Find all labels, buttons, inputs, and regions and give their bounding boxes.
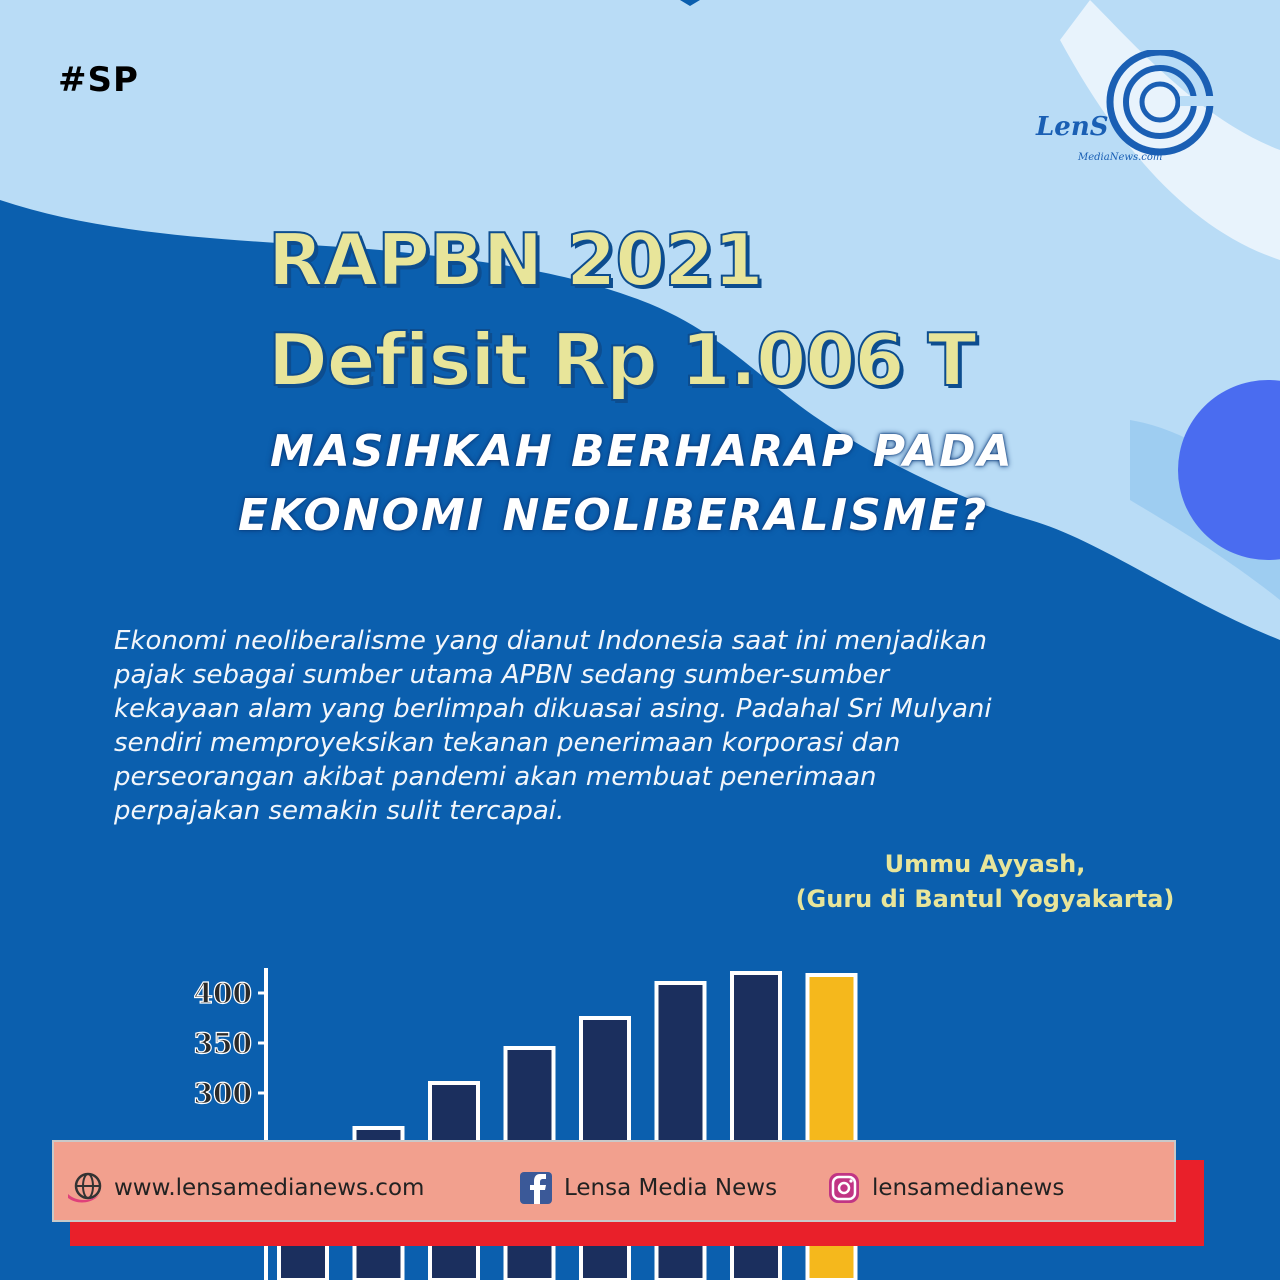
subtitle-line-2: EKONOMI NEOLIBERALISME? (238, 490, 989, 541)
y-tick-label: 300 (193, 1077, 252, 1110)
y-tick-label: 350 (193, 1027, 252, 1060)
y-tick-label: 400 (193, 977, 252, 1010)
author-name: Ummu Ayyash, (884, 850, 1086, 878)
facebook-icon (516, 1168, 556, 1208)
headline-line-1: RAPBN 2021 (268, 218, 763, 302)
footer-facebook[interactable] (516, 1168, 777, 1208)
website-label: www.lensamedianews.com (114, 1175, 425, 1201)
author-role: (Guru di Bantul Yogyakarta) (795, 885, 1175, 913)
subtitle-line-1: MASIHKAH BERHARAP PADA (270, 426, 1014, 477)
headline-line-2: Defisit Rp 1.006 T (268, 318, 976, 402)
logo-text: LenS (1036, 112, 1109, 142)
hashtag-label: #SP (58, 60, 139, 100)
instagram-icon (824, 1168, 864, 1208)
instagram-label: lensamedianews (872, 1175, 1065, 1201)
article-excerpt: Ekonomi neoliberalisme yang dianut Indonesia saat ini menjadikan pajak sebagai sumber utama APBN sedang sumber-sumber kekayaan alam yang berlimpah dikuasai asing. Padahal Sri Mulyani sendiri memproyeksikan tekanan penerimaan korporasi dan perseorangan akibat pandemi akan membuat penerimaan perpajakan semakin sulit tercapai. (114, 626, 992, 826)
footer-instagram[interactable] (824, 1168, 1064, 1208)
footer-website[interactable] (66, 1168, 424, 1208)
logo-subtext: MediaNews.com (1078, 152, 1163, 163)
facebook-label: Lensa Media News (564, 1175, 778, 1201)
globe-icon (66, 1168, 106, 1208)
